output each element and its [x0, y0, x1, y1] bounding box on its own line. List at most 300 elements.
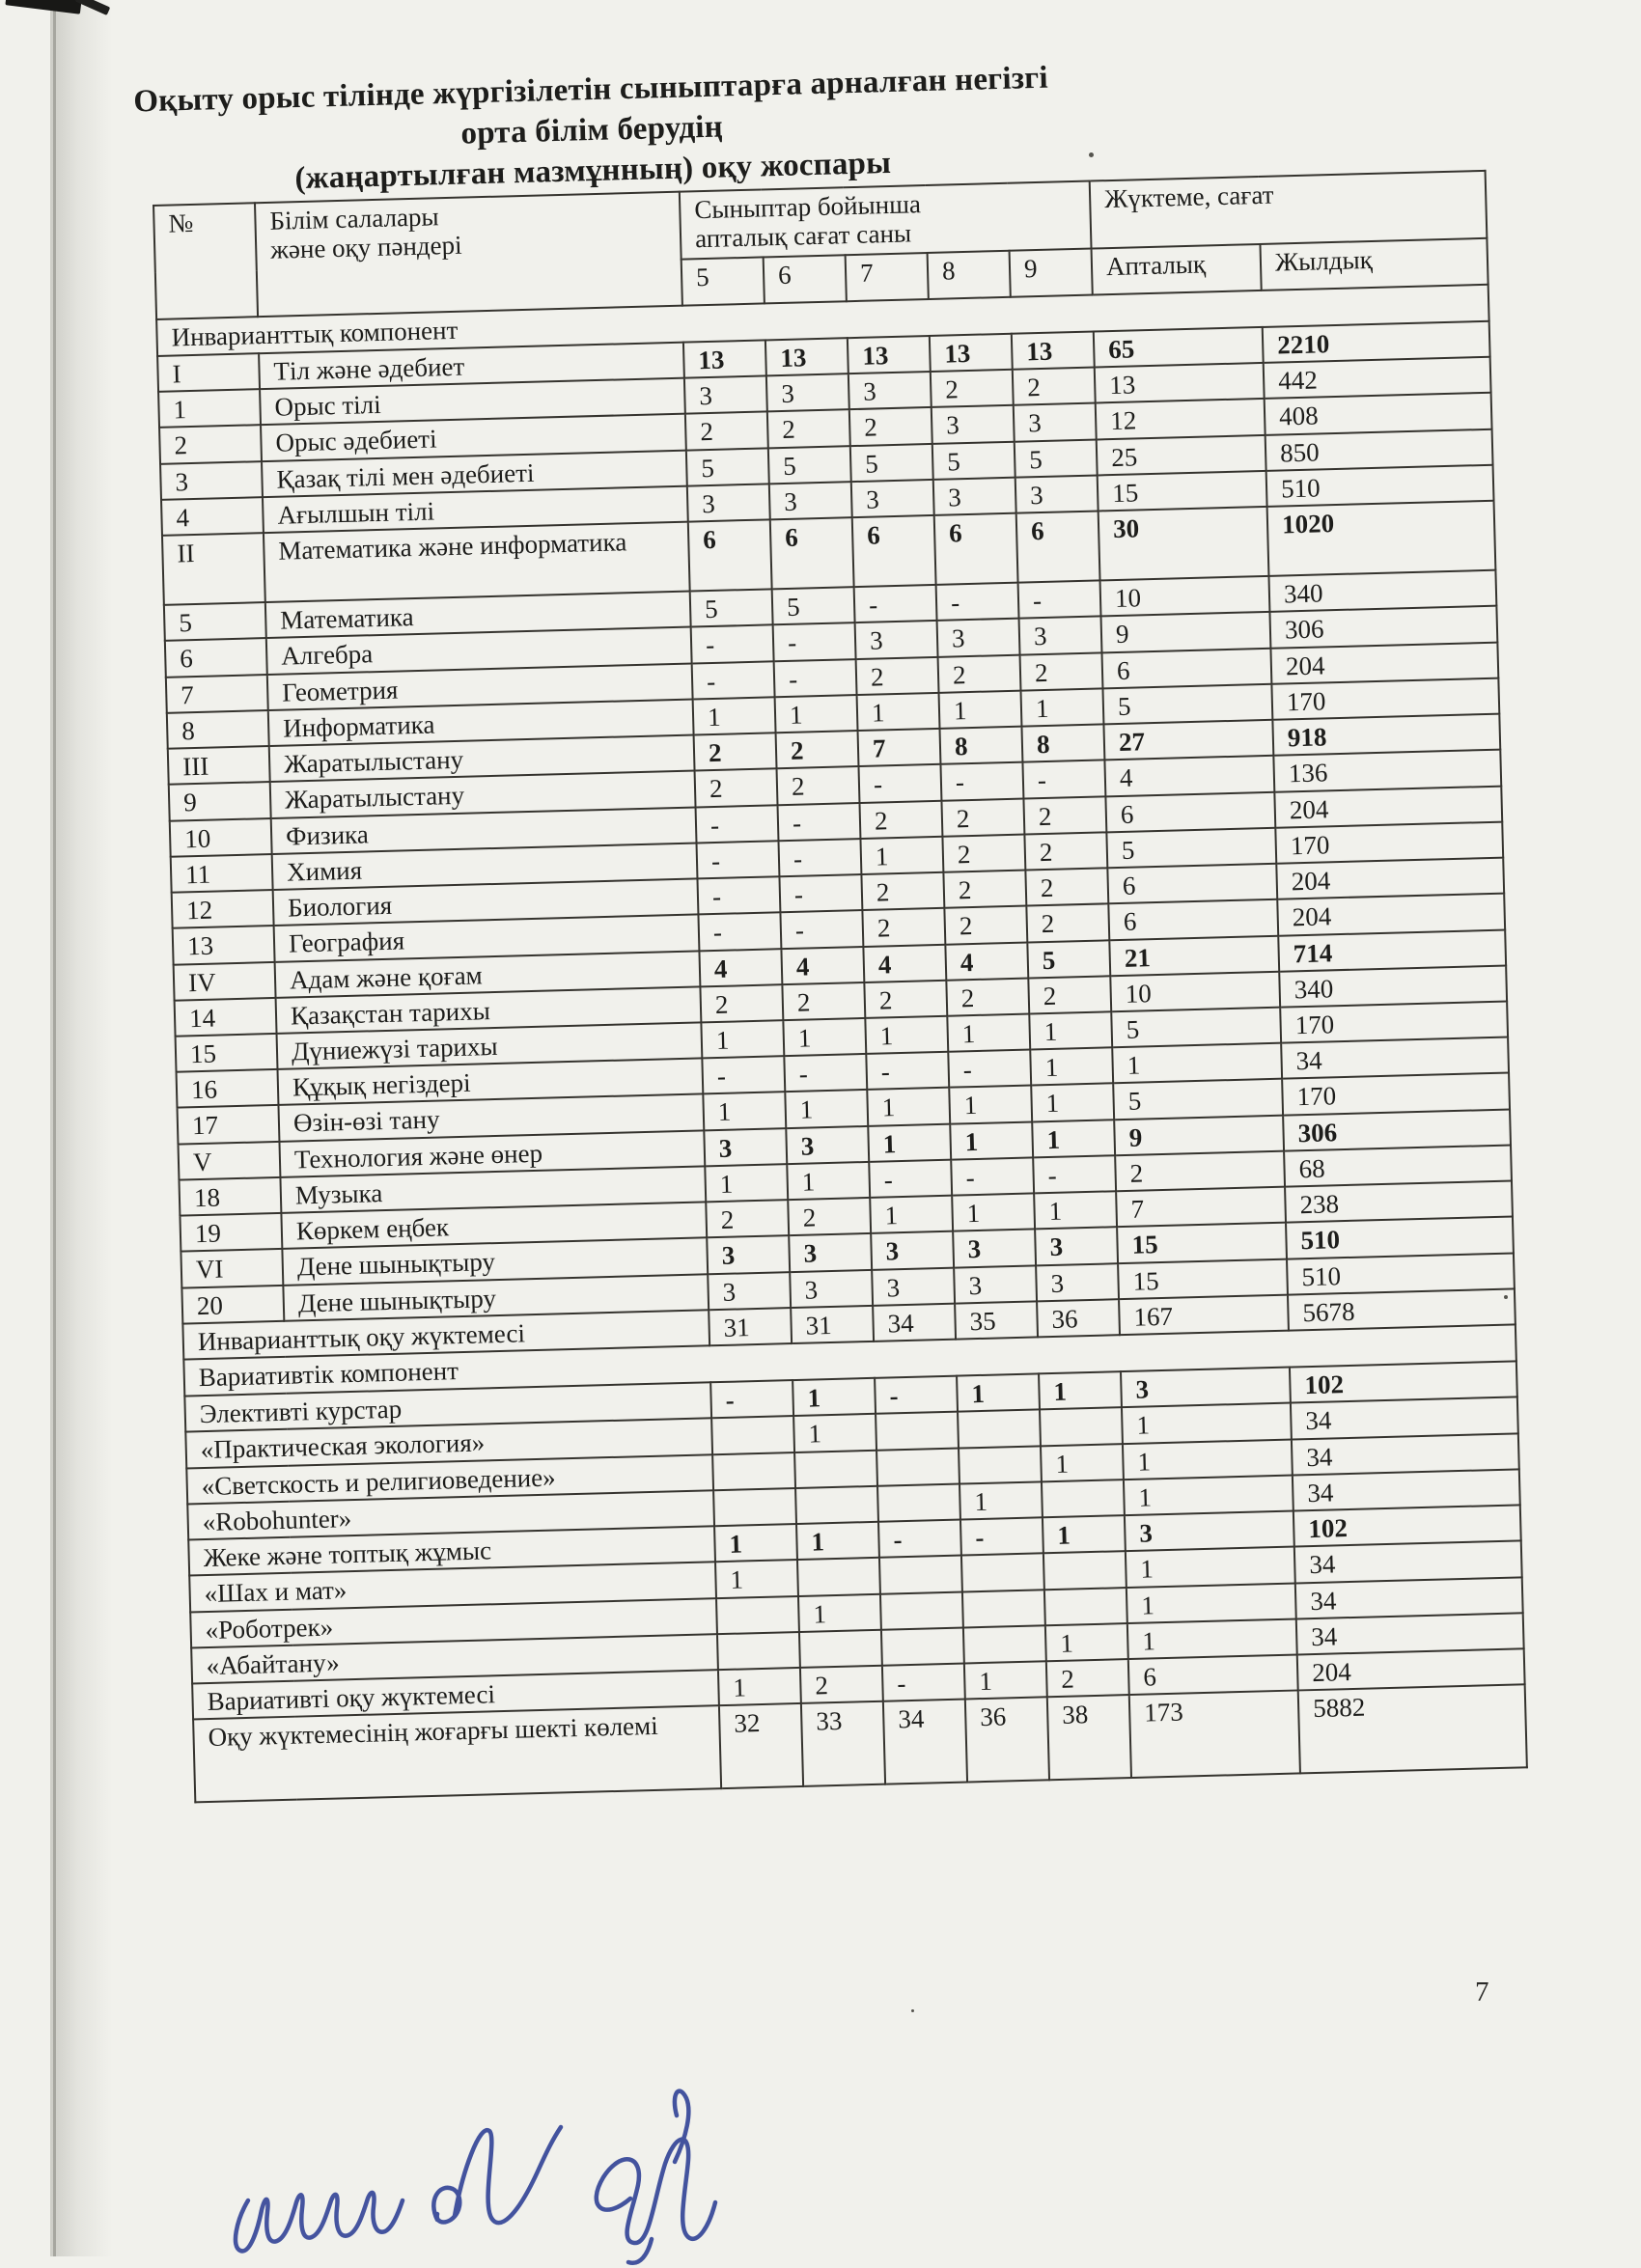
cell-grade-9: 3 — [1035, 1228, 1118, 1265]
cell-grade-9: 2 — [1028, 976, 1111, 1013]
cell-grade-8: - — [940, 762, 1023, 800]
cell-grade-6: 2 — [776, 731, 859, 768]
row-number: 12 — [172, 890, 274, 928]
header-grade-7: 7 — [846, 253, 929, 301]
cell-grade-9: - — [1033, 1155, 1116, 1193]
cell-grade-9: 3 — [1019, 617, 1102, 654]
cell-grade-9: 1 — [1029, 1011, 1112, 1049]
cell-grade-5: 1 — [703, 1093, 786, 1130]
cell-yearly: 34 — [1291, 1397, 1518, 1439]
cell-grade-6 — [795, 1486, 878, 1524]
subject-label: «Практическая экология» — [185, 1419, 712, 1468]
cell-yearly: 170 — [1271, 678, 1499, 720]
section-label: Инварианттық компонент — [156, 285, 1489, 356]
cell-grade-8: 1 — [952, 1194, 1035, 1231]
cell-grade-6: 3 — [789, 1233, 872, 1271]
cell-grade-8: 2 — [941, 798, 1024, 836]
row-number: 18 — [179, 1177, 281, 1216]
cell-grade-9: 1 — [1041, 1444, 1124, 1481]
cell-grade-7 — [881, 1627, 964, 1665]
cell-weekly: 173 — [1129, 1691, 1300, 1779]
row-number: 13 — [173, 926, 275, 964]
row-number: 14 — [175, 998, 277, 1037]
cell-grade-8 — [961, 1554, 1044, 1591]
subject-label: Қазақ тілі мен әдебиеті — [262, 450, 687, 497]
cell-grade-7: 1 — [868, 1123, 951, 1161]
cell-grade-9: 2 — [1026, 904, 1109, 942]
row-number: 3 — [160, 461, 263, 500]
subject-label: Алгебра — [266, 627, 692, 675]
cell-grade-5: - — [698, 913, 781, 951]
cell-grade-8: 1 — [949, 1086, 1032, 1123]
subject-label: Қазақстан тарихы — [276, 986, 702, 1034]
subject-label: «Роботрек» — [190, 1598, 717, 1647]
cell-grade-9: 1 — [1034, 1191, 1117, 1229]
cell-grade-7: 2 — [862, 908, 945, 946]
cell-weekly: 167 — [1119, 1294, 1289, 1335]
cell-grade-6: - — [779, 874, 862, 912]
subject-label: Элективті курстар — [184, 1382, 711, 1431]
cell-weekly: 65 — [1094, 327, 1264, 368]
cell-grade-8 — [963, 1625, 1046, 1663]
cell-grade-5: 1 — [705, 1164, 788, 1202]
cell-yearly: 238 — [1285, 1181, 1513, 1223]
subject-label: Дүниежүзі тарихы — [277, 1022, 703, 1069]
subject-label: Биология — [273, 879, 699, 927]
cell-grade-5: - — [702, 1056, 785, 1093]
cell-grade-9: 2 — [1023, 796, 1106, 834]
cell-grade-9: - — [1018, 581, 1101, 619]
cell-grade-6 — [799, 1629, 882, 1667]
cell-grade-5: 13 — [683, 340, 766, 377]
cell-grade-7: 1 — [870, 1196, 953, 1233]
cell-grade-6: - — [773, 623, 856, 661]
cell-weekly: 3 — [1125, 1511, 1294, 1552]
cell-yearly: 68 — [1284, 1145, 1512, 1186]
cell-grade-6: 3 — [786, 1126, 869, 1164]
cell-grade-5: 3 — [687, 484, 770, 521]
cell-weekly: 21 — [1109, 935, 1279, 976]
cell-grade-8: 13 — [930, 334, 1013, 372]
cell-grade-8: 2 — [931, 370, 1014, 407]
cell-grade-8: 4 — [945, 942, 1028, 980]
cell-grade-8: 35 — [955, 1301, 1038, 1339]
subject-label: Математика — [265, 592, 691, 639]
cell-grade-5: 1 — [718, 1668, 801, 1705]
cell-grade-9: 1 — [1031, 1084, 1114, 1121]
cell-grade-8: 3 — [954, 1265, 1037, 1303]
row-number: IV — [174, 961, 276, 1000]
cell-grade-7: - — [869, 1160, 952, 1198]
cell-grade-7: 3 — [871, 1231, 954, 1269]
header-no: № — [153, 203, 258, 319]
cell-grade-9: 3 — [1015, 475, 1099, 512]
cell-grade-6: - — [774, 659, 857, 697]
cell-grade-7: - — [875, 1376, 958, 1414]
row-number: 15 — [176, 1034, 278, 1072]
cell-yearly: 204 — [1276, 858, 1504, 899]
cell-weekly: 7 — [1116, 1187, 1286, 1228]
cell-grade-7: 34 — [883, 1700, 967, 1784]
cell-grade-5: - — [697, 841, 780, 878]
cell-grade-6: 6 — [770, 517, 854, 589]
cell-grade-8: 2 — [942, 834, 1025, 871]
cell-grade-5: 1 — [714, 1524, 797, 1562]
cell-grade-8 — [962, 1590, 1045, 1627]
cell-grade-8: 3 — [953, 1230, 1036, 1267]
header-classes-line1: Сыныптар бойынша — [693, 189, 922, 225]
subject-label: Вариативті оқу жүктемесі — [192, 1670, 719, 1719]
cell-grade-9: 2 — [1024, 832, 1107, 870]
cell-grade-6: 2 — [782, 982, 865, 1020]
section-label: Вариативтік компонент — [183, 1325, 1516, 1397]
cell-grade-7: 34 — [873, 1303, 956, 1341]
cell-yearly: 102 — [1293, 1505, 1521, 1546]
cell-grade-6: 1 — [796, 1522, 879, 1560]
cell-yearly: 850 — [1266, 429, 1493, 470]
row-number: 17 — [178, 1105, 280, 1144]
row-number: 9 — [169, 782, 271, 820]
subject-label: Жеке және топтық жұмыс — [188, 1526, 715, 1575]
cell-grade-5: - — [691, 625, 774, 663]
cell-grade-9: 5 — [1015, 439, 1098, 477]
cell-grade-5: 1 — [701, 1020, 784, 1058]
cell-grade-7: 2 — [861, 872, 944, 910]
cell-grade-7: 2 — [864, 980, 947, 1017]
row-number: 19 — [180, 1213, 282, 1252]
cell-weekly: 6 — [1108, 899, 1278, 940]
cell-grade-9: 2 — [1013, 368, 1096, 405]
cell-yearly: 170 — [1275, 821, 1503, 863]
cell-yearly: 510 — [1286, 1217, 1514, 1258]
subject-label: География — [274, 915, 700, 962]
cell-grade-5: 1 — [693, 697, 776, 734]
cell-grade-8: - — [936, 583, 1019, 621]
subject-label: «Абайтану» — [191, 1634, 718, 1683]
cell-grade-6 — [797, 1558, 880, 1595]
cell-grade-6: - — [780, 910, 863, 948]
subject-label: Өзін-өзі тану — [278, 1094, 704, 1142]
cell-grade-6: 13 — [765, 338, 848, 375]
cell-yearly: 510 — [1266, 465, 1494, 507]
header-grade-6: 6 — [764, 255, 847, 303]
cell-grade-9: 1 — [1020, 688, 1103, 726]
subject-label: «Светскость и религиоведение» — [186, 1454, 713, 1504]
row-number: 6 — [165, 638, 267, 677]
cell-grade-7: 1 — [857, 693, 940, 731]
cell-grade-8: - — [948, 1050, 1031, 1088]
cell-grade-5: - — [696, 805, 779, 843]
cell-yearly: 34 — [1281, 1037, 1509, 1079]
subject-label: Орыс әдебиеті — [261, 414, 686, 461]
cell-grade-7: 1 — [860, 837, 943, 874]
cell-grade-5: 32 — [719, 1703, 803, 1788]
cell-grade-9: 2 — [1020, 652, 1103, 690]
curriculum-table — [153, 170, 1528, 1804]
cell-grade-8: 2 — [938, 654, 1021, 692]
cell-grade-6: - — [784, 1054, 867, 1092]
cell-grade-7 — [879, 1556, 962, 1593]
cell-grade-7: 3 — [872, 1267, 955, 1305]
cell-yearly: 5882 — [1298, 1685, 1527, 1774]
cell-grade-7: 3 — [851, 480, 934, 517]
cell-grade-5: 2 — [685, 412, 768, 450]
cell-grade-8: 1 — [939, 691, 1022, 729]
cell-grade-5 — [717, 1632, 800, 1670]
cell-grade-7: 1 — [865, 1016, 948, 1054]
cell-grade-6: 2 — [788, 1198, 871, 1235]
cell-grade-6: 5 — [772, 587, 855, 624]
cell-grade-5: 5 — [686, 448, 769, 485]
cell-grade-7: 13 — [848, 336, 931, 373]
header-grade-5: 5 — [681, 257, 765, 305]
cell-grade-7: 3 — [855, 621, 938, 658]
cell-grade-9: 2 — [1046, 1659, 1129, 1697]
cell-weekly: 1 — [1123, 1439, 1293, 1480]
cell-grade-6: 2 — [800, 1666, 883, 1703]
cell-weekly: 6 — [1102, 648, 1272, 688]
row-number: 1 — [158, 389, 261, 428]
cell-yearly: 306 — [1283, 1109, 1511, 1150]
cell-grade-5: 3 — [707, 1236, 790, 1274]
cell-grade-8: 3 — [937, 619, 1020, 656]
cell-grade-8: - — [951, 1157, 1034, 1195]
cell-grade-6: 1 — [787, 1162, 870, 1200]
header-weekly: Апталық — [1092, 244, 1262, 295]
cell-grade-8: 3 — [932, 405, 1015, 443]
cell-yearly: 1020 — [1267, 501, 1496, 576]
subject-label: Көркем еңбек — [281, 1203, 707, 1250]
handwritten-signature — [198, 2056, 835, 2268]
cell-grade-5: 5 — [690, 590, 773, 627]
cell-grade-9: 13 — [1012, 332, 1095, 370]
cell-yearly: 2210 — [1263, 321, 1490, 363]
cell-grade-8: 6 — [934, 513, 1018, 585]
cell-weekly: 1 — [1126, 1547, 1295, 1588]
cell-grade-7: 5 — [850, 444, 933, 482]
header-grade-9: 9 — [1010, 249, 1093, 297]
page-number: 7 — [1475, 1977, 1489, 2007]
signature-stroke-3 — [455, 2127, 561, 2223]
title-line-1: Оқыту орыс тілінде жүргізілетін сыныптарға арналған негізгі орта білім берудің — [132, 60, 1049, 152]
cell-yearly: 340 — [1279, 965, 1507, 1007]
cell-grade-9 — [1043, 1551, 1126, 1589]
cell-grade-8: 1 — [950, 1121, 1033, 1159]
cell-grade-8: 5 — [932, 441, 1015, 479]
cell-grade-6: 1 — [798, 1593, 881, 1631]
cell-weekly: 6 — [1105, 791, 1275, 832]
cell-weekly: 9 — [1114, 1115, 1284, 1155]
subject-label: Дене шынықтыру — [282, 1238, 708, 1286]
cell-grade-9: 2 — [1025, 868, 1108, 905]
cell-grade-9: 8 — [1021, 724, 1104, 761]
cell-grade-9: 3 — [1036, 1263, 1119, 1301]
cell-grade-7: - — [854, 585, 937, 622]
cell-yearly: 442 — [1264, 357, 1491, 399]
cell-grade-6 — [794, 1450, 877, 1487]
cell-weekly: 1 — [1126, 1583, 1296, 1623]
cell-weekly: 13 — [1095, 363, 1265, 403]
cell-grade-9: 1 — [1045, 1623, 1128, 1661]
cell-grade-5: 2 — [706, 1200, 789, 1237]
cell-grade-6: 3 — [766, 373, 849, 411]
subject-label: Адам және қоғам — [275, 951, 701, 998]
cell-grade-6: 1 — [783, 1018, 866, 1056]
cell-grade-7: 2 — [856, 657, 939, 695]
cell-grade-7: 1 — [867, 1088, 950, 1125]
header-load: Жүктеме, сағат — [1090, 171, 1488, 249]
subject-label: Геометрия — [267, 663, 693, 710]
cell-yearly: 714 — [1278, 929, 1506, 971]
cell-grade-8: 2 — [943, 871, 1026, 908]
cell-yearly: 204 — [1277, 894, 1505, 935]
cell-weekly: 10 — [1100, 576, 1270, 617]
cell-grade-8: 3 — [933, 478, 1016, 515]
cell-grade-9: 1 — [1043, 1515, 1126, 1553]
cell-grade-5: 2 — [700, 984, 783, 1022]
row-number: 11 — [171, 854, 273, 893]
row-number: 7 — [166, 675, 268, 713]
header-classes — [680, 181, 1092, 260]
cell-grade-5: - — [692, 661, 775, 699]
cell-weekly: 10 — [1110, 971, 1280, 1011]
header-subject-line2: және оқу пәндері — [269, 230, 462, 265]
cell-grade-9: 36 — [1037, 1299, 1120, 1337]
cell-grade-9: 6 — [1016, 512, 1100, 583]
cell-grade-8: - — [960, 1517, 1043, 1555]
cell-grade-7 — [876, 1448, 960, 1485]
subject-label: Информатика — [268, 699, 694, 746]
row-number: 10 — [170, 818, 272, 857]
cell-weekly: 3 — [1121, 1368, 1291, 1408]
cell-grade-5: - — [697, 876, 780, 914]
cell-grade-5: 3 — [684, 376, 767, 414]
row-number: 2 — [159, 426, 262, 464]
cell-grade-7 — [877, 1483, 960, 1521]
cell-weekly: 1 — [1112, 1043, 1282, 1084]
cell-grade-7: - — [882, 1663, 965, 1701]
cell-grade-8: 1 — [947, 1013, 1030, 1051]
cell-grade-6: 1 — [793, 1414, 876, 1452]
cell-grade-6: 2 — [767, 410, 850, 448]
cell-grade-9: 1 — [1030, 1047, 1113, 1085]
cell-grade-7: 2 — [849, 407, 932, 445]
cell-grade-7 — [880, 1591, 963, 1629]
subject-label: Құқық негіздері — [278, 1059, 704, 1106]
cell-weekly: 12 — [1096, 399, 1266, 439]
subject-label: «Robohunter» — [187, 1490, 714, 1539]
cell-yearly: 34 — [1296, 1613, 1524, 1654]
cell-yearly: 170 — [1282, 1073, 1510, 1115]
cell-grade-9 — [1040, 1407, 1123, 1445]
row-number: III — [168, 746, 270, 785]
cell-grade-7: - — [858, 764, 941, 802]
cell-grade-5: 2 — [694, 733, 777, 770]
cell-yearly: 136 — [1273, 750, 1501, 791]
cell-grade-9: 38 — [1047, 1695, 1131, 1780]
cell-grade-5 — [712, 1452, 795, 1490]
cell-grade-6: 3 — [769, 482, 852, 519]
cell-grade-7: 6 — [852, 515, 936, 587]
cell-grade-5: 3 — [704, 1128, 787, 1166]
subject-label: Ағылшын тілі — [263, 486, 688, 534]
cell-weekly: 6 — [1128, 1654, 1298, 1695]
subject-label: Тіл және әдебиет — [259, 343, 684, 390]
signature-stroke-1 — [236, 2193, 403, 2252]
cell-weekly: 30 — [1099, 507, 1269, 581]
cell-weekly: 1 — [1127, 1618, 1297, 1659]
cell-grade-5: 1 — [715, 1560, 798, 1597]
subject-label: Математика және информатика — [264, 522, 690, 602]
subject-label: Инварианттық оқу жүктемесі — [182, 1310, 709, 1359]
cell-weekly: 27 — [1103, 720, 1273, 761]
cell-grade-6: 1 — [793, 1378, 876, 1416]
document-title — [132, 58, 1052, 205]
subject-label: Технология және өнер — [279, 1130, 705, 1177]
cell-yearly: 170 — [1280, 1002, 1508, 1043]
cell-grade-6: 1 — [775, 695, 858, 733]
cell-yearly: 34 — [1292, 1433, 1519, 1475]
title-line-2: (жаңартылған мазмұнның) оқу жоспары — [293, 146, 892, 197]
header-subject — [255, 192, 682, 317]
cell-weekly: 9 — [1101, 612, 1271, 652]
cell-weekly: 15 — [1118, 1258, 1288, 1299]
cell-grade-9 — [1042, 1480, 1125, 1517]
row-number: 8 — [167, 710, 269, 749]
cell-grade-5: - — [710, 1380, 793, 1418]
cell-yearly: 204 — [1274, 786, 1502, 827]
cell-grade-5 — [713, 1488, 796, 1526]
subject-label: Химия — [272, 843, 698, 890]
cell-grade-6: 31 — [791, 1306, 874, 1343]
cell-yearly: 204 — [1270, 642, 1498, 683]
cell-grade-5 — [711, 1416, 794, 1453]
cell-yearly: 204 — [1297, 1648, 1525, 1690]
cell-weekly: 6 — [1107, 864, 1277, 904]
cell-weekly: 15 — [1098, 471, 1267, 512]
cell-weekly: 5 — [1106, 828, 1276, 869]
cell-grade-9: 5 — [1027, 940, 1110, 978]
cell-grade-8: 1 — [964, 1661, 1047, 1699]
cell-grade-5 — [716, 1595, 799, 1633]
cell-grade-7: 4 — [863, 944, 946, 982]
cell-grade-8: 36 — [965, 1697, 1049, 1782]
row-number: V — [178, 1142, 280, 1180]
cell-grade-8: 1 — [957, 1373, 1040, 1411]
cell-grade-6: 3 — [790, 1269, 873, 1307]
cell-yearly: 340 — [1269, 570, 1497, 612]
row-number: 4 — [161, 497, 264, 536]
cell-weekly: 25 — [1097, 435, 1266, 476]
cell-grade-8 — [959, 1446, 1042, 1483]
header-classes-line2: апталық сағат саны — [694, 218, 912, 254]
cell-grade-9: 1 — [1039, 1371, 1122, 1409]
cell-weekly: 5 — [1103, 684, 1273, 725]
row-number: II — [162, 533, 265, 605]
cell-grade-8: 8 — [939, 727, 1022, 764]
cell-yearly: 5678 — [1288, 1288, 1516, 1330]
cell-grade-5: 6 — [688, 520, 772, 592]
cell-grade-6: 33 — [801, 1701, 885, 1786]
header-subject-line1: Білім салалары — [269, 202, 439, 235]
signature-stroke-4 — [597, 2140, 715, 2243]
cell-yearly: 306 — [1269, 606, 1497, 648]
row-number: 20 — [181, 1285, 284, 1323]
cell-grade-6: - — [778, 839, 861, 876]
cell-weekly: 2 — [1115, 1151, 1285, 1192]
cell-weekly: 1 — [1122, 1403, 1292, 1444]
cell-grade-5: 3 — [708, 1272, 791, 1310]
